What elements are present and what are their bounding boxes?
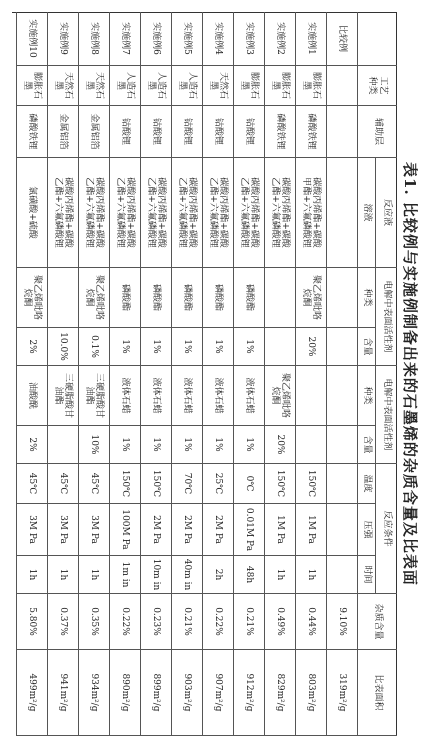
header-reactant-sub: 溶液 <box>357 158 375 268</box>
header-surface: 比表面积 <box>357 650 397 736</box>
table-cell-impurity: 0.21% <box>171 594 202 650</box>
table-cell-reactant: 碳酸丙烯酯+碳酸 乙酯+六氟磷酸锂 <box>109 158 140 268</box>
table-cell-time: 1h <box>264 556 295 594</box>
table-cell-impurity: 0.22% <box>109 594 140 650</box>
table-cell-el-content <box>326 328 357 366</box>
table-cell-ex-type: 油酸酰 <box>16 366 47 426</box>
table-cell-el-type: 磷酸酯 <box>233 268 264 328</box>
table-cell-ex-type: 三硬脂酸甘 油酯 <box>47 366 78 426</box>
table-cell-temp: 150℃ <box>109 464 140 504</box>
table-cell-ex-type: 液体石蜡 <box>233 366 264 426</box>
table-cell-ex-type: 三硬脂酸甘 油酯 <box>78 366 109 426</box>
table-cell-el-content: 10.0% <box>47 328 78 366</box>
header-pressure: 压强 <box>357 504 375 556</box>
table-cell-reactant: 碳酸丙烯酯+碳酸 乙酯+六氟磷酸锂 <box>264 158 295 268</box>
table-cell-reactant: 碳酸丙烯酯+碳酸 乙酯+六氟磷酸锂 <box>202 158 233 268</box>
table-cell-temp: 45℃ <box>16 464 47 504</box>
header-electrolyte: 电解中表面活性剂 <box>375 268 397 366</box>
table-cell-ex-content: 20% <box>264 426 295 464</box>
table-cell-group: 实施例8 <box>78 12 109 66</box>
table-cell-aid: 钴酸锂 <box>202 106 233 158</box>
table-cell-el-content: 2% <box>16 328 47 366</box>
table-cell-impurity: 0.22% <box>202 594 233 650</box>
table-cell-surface: 499m²/g <box>16 650 47 736</box>
table-cell-reactant: 碳酸丙烯酯+碳酸 乙酯+六氟磷酸锂 <box>171 158 202 268</box>
table-cell-surface: 899m²/g <box>140 650 171 736</box>
table-cell-ex-content <box>47 426 78 464</box>
table-cell-el-content: 0.1% <box>78 328 109 366</box>
table-cell-temp: 150℃ <box>295 464 326 504</box>
table-cell-impurity: 0.37% <box>47 594 78 650</box>
table-cell-process: 人造石墨 <box>140 66 171 106</box>
header-exfoliation: 电解中表面活性剂 <box>375 366 397 464</box>
table-cell-temp <box>326 464 357 504</box>
data-table <box>12 12 397 736</box>
table-cell-impurity: 0.35% <box>78 594 109 650</box>
table-cell-impurity: 0.44% <box>295 594 326 650</box>
table-cell-pressure: 3M Pa <box>47 504 78 556</box>
table-cell-ex-type <box>295 366 326 426</box>
table-cell-el-content <box>264 328 295 366</box>
table-cell-impurity: 0.23% <box>140 594 171 650</box>
table-cell-el-type: 聚乙烯吡咯 烷酮 <box>78 268 109 328</box>
table-cell-impurity: 0.21% <box>233 594 264 650</box>
header-electrolyte-content: 含量 <box>357 328 375 366</box>
table-cell-process: 天然石墨 <box>78 66 109 106</box>
table-cell-reactant: 氯磺酸+硫酸 <box>16 158 47 268</box>
table-cell-surface: 829m²/g <box>264 650 295 736</box>
table-cell-ex-content: 1% <box>140 426 171 464</box>
table-cell-surface: 907m²/g <box>202 650 233 736</box>
table-cell-reactant: 碳酸丙烯酯+碳酸 乙酯+六氟磷酸锂 <box>47 158 78 268</box>
table-cell-group: 实施例9 <box>47 12 78 66</box>
table-cell-time: 10m in <box>140 556 171 594</box>
table-cell-ex-content: 10% <box>78 426 109 464</box>
table-cell-el-content: 1% <box>171 328 202 366</box>
table-cell-temp: 45℃ <box>47 464 78 504</box>
table-cell-el-type: 磷酸酯 <box>109 268 140 328</box>
table-cell-temp: 25℃ <box>202 464 233 504</box>
table-cell-pressure <box>326 504 357 556</box>
table-cell-ex-type <box>326 366 357 426</box>
table-cell-aid: 磷酸铁锂 <box>295 106 326 158</box>
table-cell-el-type: 磷酸酯 <box>171 268 202 328</box>
table-cell-process <box>326 66 357 106</box>
table-cell-aid: 钴酸锂 <box>109 106 140 158</box>
table-cell-group: 实施例4 <box>202 12 233 66</box>
table-cell-el-type: 聚乙烯吡咯 烷酮 <box>295 268 326 328</box>
table-cell-aid: 磷酸铁锂 <box>16 106 47 158</box>
table-cell-group: 实施例2 <box>264 12 295 66</box>
table-cell-time: 1h <box>16 556 47 594</box>
table-cell-surface: 803m²/g <box>295 650 326 736</box>
table-cell-aid: 钴酸锂 <box>233 106 264 158</box>
table-cell-surface: 941m²/g <box>47 650 78 736</box>
table-cell-group: 实施例5 <box>171 12 202 66</box>
table-cell-ex-content: 2% <box>16 426 47 464</box>
header-reactant: 反应液 <box>375 158 397 268</box>
table-cell-el-type <box>326 268 357 328</box>
table-cell-time: 1h <box>78 556 109 594</box>
table-cell-temp: 45℃ <box>78 464 109 504</box>
table-cell-group: 实施例3 <box>233 12 264 66</box>
table-cell-impurity: 0.49% <box>264 594 295 650</box>
table-cell-reactant <box>326 158 357 268</box>
header-impurity: 杂质含量 <box>357 594 397 650</box>
table-cell-process: 膨胀石墨 <box>295 66 326 106</box>
table-cell-ex-type: 液体石蜡 <box>171 366 202 426</box>
table-cell-reactant: 碳酸丙烯酯+碳酸 乙酯+六氟磷酸锂 <box>233 158 264 268</box>
table-cell-group: 实施例1 <box>295 12 326 66</box>
header-electrolyte-type: 种类 <box>357 268 375 328</box>
table-cell-aid: 磷酸铁锂 <box>264 106 295 158</box>
table-cell-aid: 金属铝箔 <box>47 106 78 158</box>
table-cell-process: 人造石墨 <box>171 66 202 106</box>
table-cell-process: 天然石墨 <box>47 66 78 106</box>
header-group <box>357 12 397 66</box>
table-cell-group: 实施例6 <box>140 12 171 66</box>
table-cell-time: 1h <box>47 556 78 594</box>
header-time: 时间 <box>357 556 375 594</box>
table-cell-time: 1h <box>295 556 326 594</box>
table-cell-surface: 934m²/g <box>78 650 109 736</box>
table-cell-ex-content: 1% <box>233 426 264 464</box>
table-cell-pressure: 100M Pa <box>109 504 140 556</box>
table-cell-process: 膨胀石墨 <box>233 66 264 106</box>
table-cell-reactant: 碳酸丙烯酯+碳酸 乙酯+六氟磷酸锂 <box>78 158 109 268</box>
table-cell-time: 40m in <box>171 556 202 594</box>
header-exfoliation-type: 种类 <box>357 366 375 426</box>
table-cell-el-type: 聚乙烯吡咯 烷酮 <box>16 268 47 328</box>
table-cell-el-content: 1% <box>109 328 140 366</box>
table-cell-aid: 钴酸锂 <box>140 106 171 158</box>
table-cell-temp: 70℃ <box>171 464 202 504</box>
table-cell-group: 比较例 <box>326 12 357 66</box>
table-cell-ex-content <box>326 426 357 464</box>
header-aid: 辅助层 <box>357 106 397 158</box>
table-cell-impurity: 5.80% <box>16 594 47 650</box>
table-cell-el-type <box>264 268 295 328</box>
table-cell-pressure: 0.01M Pa <box>233 504 264 556</box>
header-conditions: 反应条件 <box>375 464 397 594</box>
table-cell-time: 2h <box>202 556 233 594</box>
table-cell-surface: 319m²/g <box>326 650 357 736</box>
table-cell-el-type <box>47 268 78 328</box>
table-cell-surface: 890m²/g <box>109 650 140 736</box>
table-cell-group: 实施例10 <box>16 12 47 66</box>
table-cell-el-content: 20% <box>295 328 326 366</box>
table-cell-pressure: 2M Pa <box>171 504 202 556</box>
table-cell-process: 天然石墨 <box>202 66 233 106</box>
table-cell-process: 膨胀石墨 <box>264 66 295 106</box>
table-cell-group: 实施例7 <box>109 12 140 66</box>
table-cell-ex-type: 聚乙烯吡咯 烷酮 <box>264 366 295 426</box>
table-cell-surface: 912m²/g <box>233 650 264 736</box>
table-cell-aid: 金属铝箔 <box>78 106 109 158</box>
table-cell-ex-content: 1% <box>202 426 233 464</box>
table-cell-surface: 903m²/g <box>171 650 202 736</box>
table-title: 表1. 比较例与实施例制备出来的石墨烯的杂质含量及比表面 <box>401 162 419 586</box>
table-cell-ex-type: 液体石蜡 <box>140 366 171 426</box>
table-cell-time: 48h <box>233 556 264 594</box>
table-cell-aid <box>326 106 357 158</box>
table-cell-ex-content: 1% <box>171 426 202 464</box>
table-cell-reactant: 碳酸丙烯酯+碳酸 乙酯+六氟磷酸锂 <box>140 158 171 268</box>
table-cell-ex-content <box>295 426 326 464</box>
table-cell-impurity: 9.10% <box>326 594 357 650</box>
table-cell-el-content: 1% <box>233 328 264 366</box>
table-cell-pressure: 3M Pa <box>16 504 47 556</box>
table-cell-el-content: 1% <box>202 328 233 366</box>
table-cell-pressure: 1M Pa <box>264 504 295 556</box>
table-cell-temp: 150℃ <box>140 464 171 504</box>
table-cell-process: 膨胀石墨 <box>16 66 47 106</box>
table-cell-reactant: 碳酸丙烯酯+碳酸 甲酯+六氟磷酸锂 <box>295 158 326 268</box>
header-exfoliation-content: 含量 <box>357 426 375 464</box>
table-cell-pressure: 2M Pa <box>140 504 171 556</box>
table-cell-temp: 150℃ <box>264 464 295 504</box>
table-cell-ex-type: 液体石蜡 <box>109 366 140 426</box>
header-process: 工艺 种类 <box>357 66 397 106</box>
table-cell-el-content: 1% <box>140 328 171 366</box>
table-cell-pressure: 2M Pa <box>202 504 233 556</box>
table-cell-el-type: 磷酸酯 <box>140 268 171 328</box>
table-cell-el-type: 磷酸酯 <box>202 268 233 328</box>
table-cell-aid: 钴酸锂 <box>171 106 202 158</box>
table-cell-pressure: 3M Pa <box>78 504 109 556</box>
table-cell-temp: 0℃ <box>233 464 264 504</box>
table-cell-time <box>326 556 357 594</box>
table-cell-process: 人造石墨 <box>109 66 140 106</box>
table-cell-time: 1m in <box>109 556 140 594</box>
table-cell-ex-content: 1% <box>109 426 140 464</box>
table-cell-pressure: 1M Pa <box>295 504 326 556</box>
header-temp: 温度 <box>357 464 375 504</box>
table-cell-ex-type: 液体石蜡 <box>202 366 233 426</box>
